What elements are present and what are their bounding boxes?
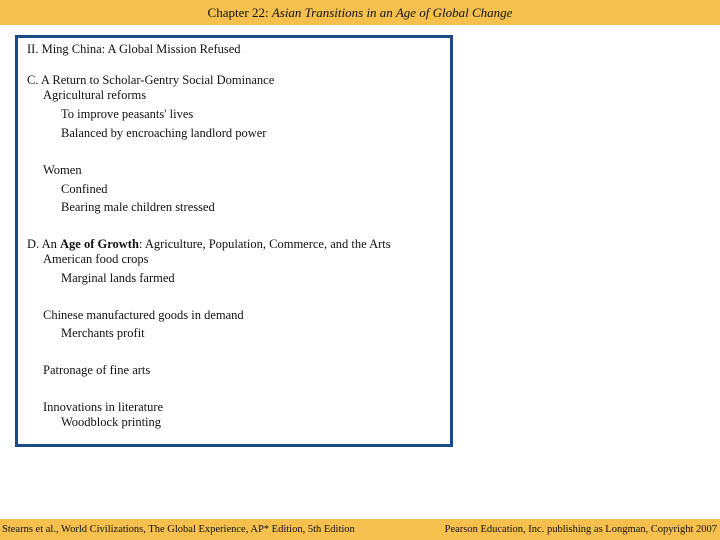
arts-heading: Patronage of fine arts bbox=[43, 363, 151, 377]
main-heading: II. Ming China: A Global Mission Refused bbox=[27, 42, 241, 56]
lit-item: Woodblock printing bbox=[61, 415, 162, 429]
section-d-suffix: : Agriculture, Population, Commerce, and the Arts bbox=[138, 237, 391, 251]
women-item: Confined bbox=[61, 182, 108, 196]
footer-copyright: Pearson Education, Inc. publishing as Longman, Copyright 2007 bbox=[444, 524, 717, 535]
section-d-heading bbox=[27, 237, 391, 252]
slide-header bbox=[0, 0, 720, 25]
food-heading: American food crops bbox=[43, 252, 149, 266]
footer-citation: Stearns et al., World Civilizations, The Global Experience, AP* Edition, 5th Edition bbox=[2, 524, 355, 535]
women-heading: Women bbox=[43, 163, 82, 177]
agri-item: To improve peasants' lives bbox=[61, 107, 194, 121]
section-c-heading: C. A Return to Scholar-Gentry Social Dominance bbox=[27, 73, 275, 87]
header-title: Asian Transitions in an Age of Global Change bbox=[271, 5, 513, 20]
food-item: Marginal lands farmed bbox=[61, 271, 175, 285]
goods-heading: Chinese manufactured goods in demand bbox=[43, 308, 244, 322]
women-item: Bearing male children stressed bbox=[61, 200, 215, 214]
agri-heading: Agricultural reforms bbox=[43, 88, 147, 102]
lit-heading: Innovations in literature bbox=[43, 400, 164, 414]
goods-item: Merchants profit bbox=[61, 326, 145, 340]
section-d-bold: Age of Growth bbox=[60, 237, 139, 251]
slide-footer bbox=[0, 519, 720, 540]
agri-item: Balanced by encroaching landlord power bbox=[61, 126, 267, 140]
header-chapter-label: Chapter 22: bbox=[207, 5, 272, 20]
outline-box bbox=[15, 35, 453, 447]
section-d-prefix: D. An bbox=[27, 237, 60, 251]
